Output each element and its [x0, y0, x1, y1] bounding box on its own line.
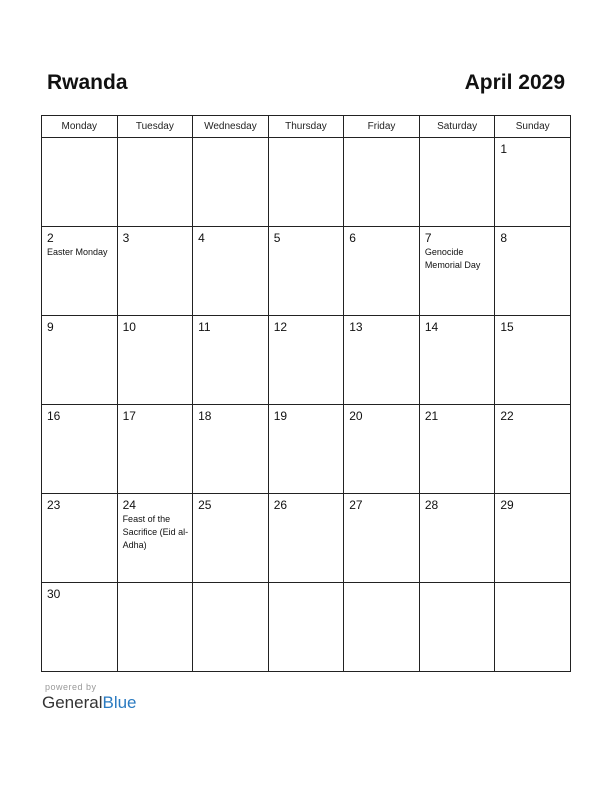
day-cell: [117, 138, 193, 227]
day-number: 2: [47, 231, 54, 245]
day-cell[interactable]: [193, 316, 269, 405]
day-number: 12: [273, 320, 288, 334]
day-number: 5: [273, 231, 281, 245]
day-cell[interactable]: [495, 494, 571, 583]
weekday-wednesday: Wednesday: [193, 116, 269, 138]
day-cell[interactable]: [42, 405, 118, 494]
day-cell[interactable]: [495, 405, 571, 494]
week-row: [42, 583, 571, 672]
day-cell[interactable]: [193, 494, 269, 583]
day-cell[interactable]: [344, 405, 420, 494]
weekday-sunday: Sunday: [495, 116, 571, 138]
day-number: 27: [349, 498, 363, 512]
day-number: 9: [47, 320, 54, 334]
day-cell[interactable]: [117, 227, 193, 316]
brand-blue: Blue: [102, 693, 137, 712]
day-number: 20: [349, 409, 363, 423]
day-number: 8: [500, 231, 508, 245]
day-cell[interactable]: [193, 227, 269, 316]
weekday-saturday: Saturday: [419, 116, 495, 138]
day-number: 16: [47, 409, 61, 423]
weekday-monday: Monday: [42, 116, 118, 138]
day-number: 4: [198, 231, 205, 245]
day-number: 17: [122, 409, 136, 423]
day-cell: [419, 583, 495, 672]
day-cell[interactable]: [344, 316, 420, 405]
month-year-title: April 2029: [464, 71, 565, 94]
day-number: 7: [424, 231, 432, 245]
day-cell[interactable]: [42, 227, 118, 316]
week-row: [42, 316, 571, 405]
day-number: 3: [122, 231, 130, 245]
holiday-label: Feast of the Sacrifice (Eid al-Adha): [122, 514, 189, 550]
day-number: 23: [47, 498, 61, 512]
powered-by-text: powered by: [45, 682, 97, 692]
day-cell[interactable]: [268, 227, 344, 316]
day-cell[interactable]: [42, 494, 118, 583]
day-cell: [117, 583, 193, 672]
week-row: [42, 227, 571, 316]
day-cell: [193, 138, 269, 227]
day-cell[interactable]: [495, 138, 571, 227]
day-number: 15: [500, 320, 514, 334]
day-cell: [344, 583, 420, 672]
day-cell: [42, 138, 118, 227]
day-number: 22: [500, 409, 514, 423]
week-row: [42, 405, 571, 494]
day-cell[interactable]: [344, 227, 420, 316]
day-cell[interactable]: [344, 494, 420, 583]
day-number: 21: [424, 409, 439, 423]
holiday-label: Easter Monday: [47, 247, 108, 257]
week-row: [42, 494, 571, 583]
brand-general: General: [42, 693, 103, 712]
day-cell[interactable]: [268, 405, 344, 494]
day-number: 29: [500, 498, 514, 512]
day-cell: [268, 583, 344, 672]
generalblue-logo[interactable]: [42, 693, 137, 713]
day-cell[interactable]: [42, 583, 118, 672]
day-cell: [193, 583, 269, 672]
day-cell[interactable]: [419, 227, 495, 316]
day-number: 28: [424, 498, 439, 512]
day-cell[interactable]: [268, 316, 344, 405]
day-number: 25: [198, 498, 212, 512]
day-cell: [268, 138, 344, 227]
weekday-thursday: Thursday: [268, 116, 344, 138]
day-cell[interactable]: [268, 494, 344, 583]
day-number: 24: [122, 498, 136, 512]
day-cell[interactable]: [117, 316, 193, 405]
weekday-friday: Friday: [344, 116, 420, 138]
day-cell: [495, 583, 571, 672]
day-cell[interactable]: [419, 494, 495, 583]
day-cell[interactable]: [419, 405, 495, 494]
weekday-header-row: [42, 116, 571, 138]
day-number: 6: [349, 231, 356, 245]
day-cell[interactable]: [117, 405, 193, 494]
day-number: 19: [273, 409, 288, 423]
day-number: 1: [500, 142, 508, 156]
day-number: 10: [122, 320, 136, 334]
week-row: [42, 138, 571, 227]
day-cell[interactable]: [495, 316, 571, 405]
day-cell[interactable]: [495, 227, 571, 316]
calendar-grid: [41, 115, 571, 672]
day-number: 18: [198, 409, 212, 423]
day-number: 14: [424, 320, 439, 334]
day-number: 26: [273, 498, 288, 512]
day-number: 13: [349, 320, 363, 334]
day-cell[interactable]: [419, 316, 495, 405]
day-cell: [344, 138, 420, 227]
day-cell: [419, 138, 495, 227]
day-cell[interactable]: [193, 405, 269, 494]
day-cell[interactable]: [42, 316, 118, 405]
day-number: 30: [47, 587, 61, 601]
day-cell[interactable]: [117, 494, 193, 583]
country-title: Rwanda: [47, 71, 128, 94]
holiday-label: Genocide Memorial Day: [424, 247, 481, 270]
weekday-tuesday: Tuesday: [117, 116, 193, 138]
day-number: 11: [198, 320, 211, 334]
